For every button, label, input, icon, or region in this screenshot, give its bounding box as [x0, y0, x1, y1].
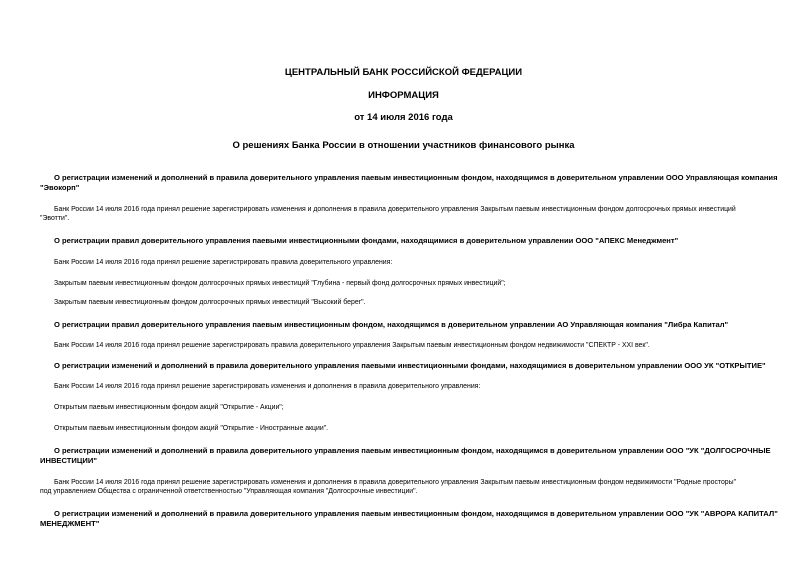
section-text-cont: "Эвотти".	[40, 215, 70, 222]
section-text: Открытым паевым инвестиционным фондом акций "Открытие - Акции";	[54, 404, 284, 411]
section-heading-cont: "Эвокорп"	[40, 183, 80, 192]
section-text: Закрытым паевым инвестиционным фондом долгосрочных прямых инвестиций "Глубина - первый фонд долгосрочных прямых инвестиций";	[54, 280, 506, 287]
section-heading: О регистрации изменений и дополнений в правила доверительного управления паевыми инвестиционными фондами, находящимися в доверительном управлении ООО УК "ОТКРЫТИЕ"	[54, 361, 766, 370]
section-text: Банк России 14 июля 2016 года принял решение зарегистрировать изменения и дополнения в правила доверительного управления Закрытым паевым инвестиционным фондом недвижимости "Родные просторы"	[54, 479, 737, 486]
section-text-cont: под управлением Общества с ограниченной ответственностью "Управляющая компания "Долгосрочные инвестиции".	[40, 488, 418, 495]
section-text: Банк России 14 июля 2016 года принял решение зарегистрировать изменения и дополнения в правила доверительного управления:	[54, 383, 481, 390]
section-text: Открытым паевым инвестиционным фондом акций "Открытие - Иностранные акции".	[54, 425, 329, 432]
doc-date: от 14 июля 2016 года	[354, 112, 453, 123]
section-heading: О регистрации правил доверительного управления паевым инвестиционным фондом, находящимся в доверительном управлении АО Управляющая компания "Либра Капитал"	[54, 320, 729, 329]
section-heading: О регистрации изменений и дополнений в правила доверительного управления паевым инвестиционным фондом, находящимся в доверительном управлении ООО "УК "ДОЛГОСРОЧНЫЕ	[54, 446, 771, 455]
section-text: Закрытым паевым инвестиционным фондом долгосрочных прямых инвестиций "Высокий берег".	[54, 299, 366, 306]
section-heading: О регистрации правил доверительного управления паевыми инвестиционными фондами, находящимися в доверительном управлении ООО "АПЕКС Менеджмент"	[54, 236, 679, 245]
section-text: Банк России 14 июля 2016 года принял решение зарегистрировать изменения и дополнения в правила доверительного управления Закрытым паевым инвестиционным фондом долгосрочных прямых инвестиций	[54, 206, 736, 213]
doc-type-title: ИНФОРМАЦИЯ	[368, 90, 439, 101]
section-heading-cont: МЕНЕДЖМЕНТ"	[40, 519, 100, 528]
section-heading-cont: ИНВЕСТИЦИИ"	[40, 456, 97, 465]
org-title: ЦЕНТРАЛЬНЫЙ БАНК РОССИЙСКОЙ ФЕДЕРАЦИИ	[284, 67, 523, 78]
section-text: Банк России 14 июля 2016 года принял решение зарегистрировать правила доверительного управления Закрытым паевым инвестиционным фондом недвижимости "СПЕКТР - XXI век".	[54, 342, 650, 349]
doc-subject: О решениях Банка России в отношении участников финансового рынка	[232, 140, 575, 151]
section-text: Банк России 14 июля 2016 года принял решение зарегистрировать правила доверительного управления:	[54, 259, 393, 266]
section-heading: О регистрации изменений и дополнений в правила доверительного управления паевым инвестиционным фондом, находящимся в доверительном управлении ООО "УК "АВРОРА КАПИТАЛ"	[54, 509, 778, 518]
section-heading: О регистрации изменений и дополнений в правила доверительного управления паевым инвестиционным фондом, находящимся в доверительном управлении ООО Управляющая компания	[54, 173, 778, 182]
